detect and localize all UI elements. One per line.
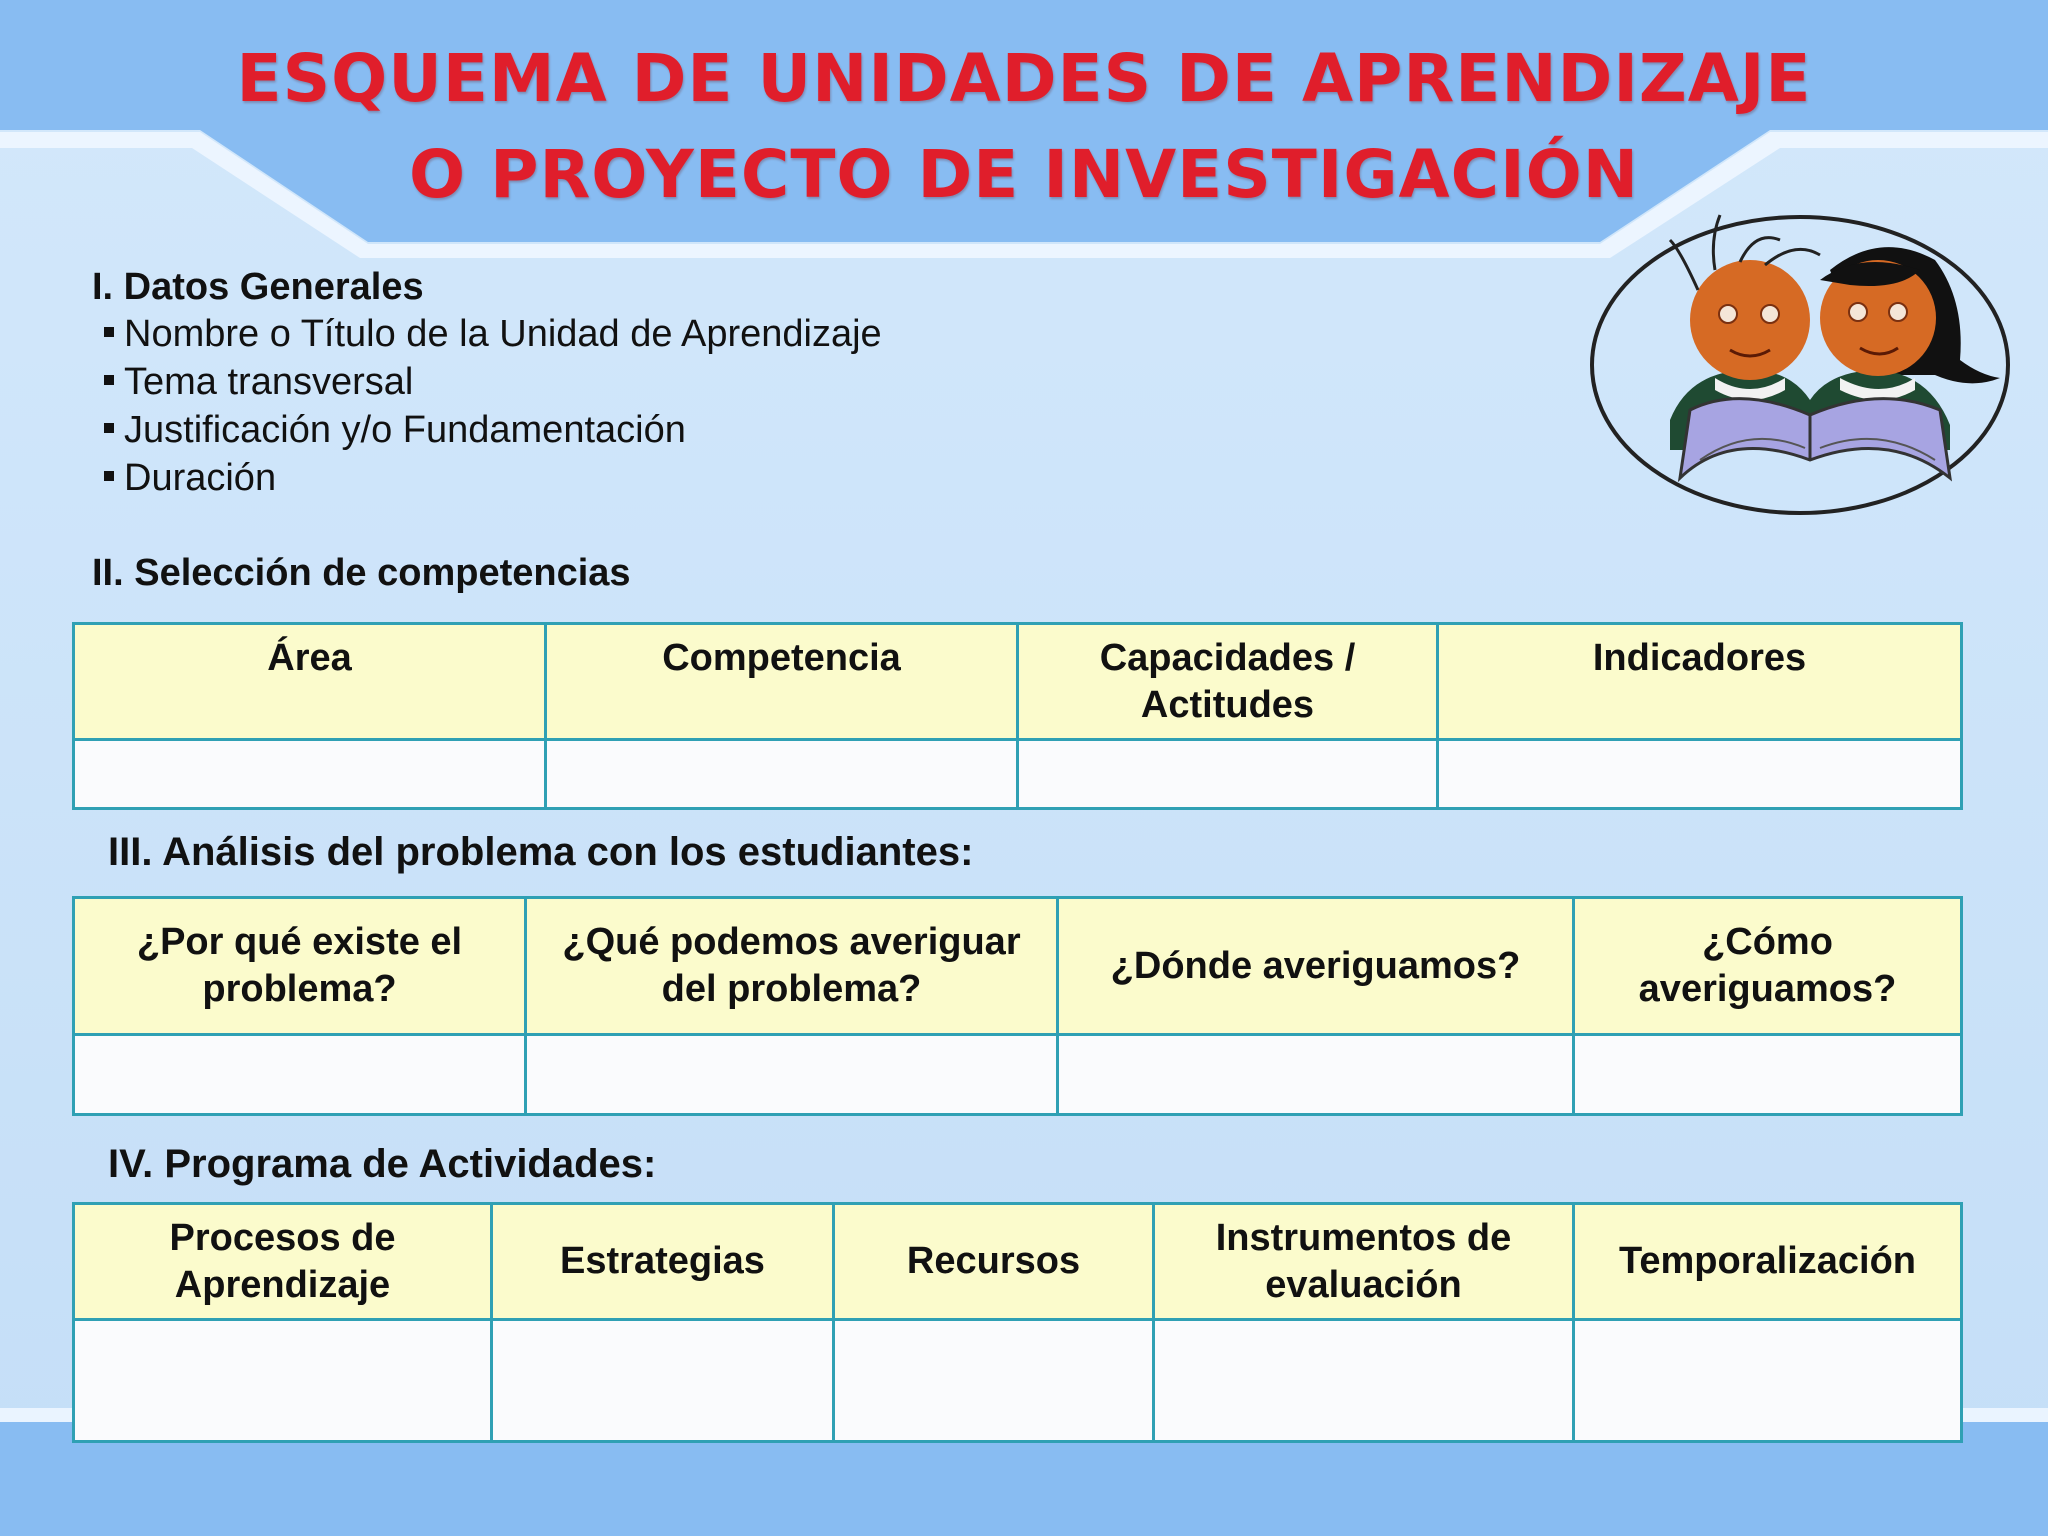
problem-analysis-table bbox=[72, 896, 1963, 1116]
column-header-recursos: Recursos bbox=[834, 1204, 1154, 1320]
bullet-square-icon bbox=[104, 375, 114, 385]
column-header-area: Área bbox=[74, 624, 546, 740]
column-header-capacidades: Capacidades / Actitudes bbox=[1018, 624, 1438, 740]
column-header-donde: ¿Dónde averiguamos? bbox=[1058, 898, 1574, 1035]
table-cell[interactable] bbox=[492, 1320, 834, 1442]
column-header-como: ¿Cómo averiguamos? bbox=[1574, 898, 1962, 1035]
column-header-estrategias: Estrategias bbox=[492, 1204, 834, 1320]
students-reading-illustration bbox=[1580, 210, 2048, 520]
list-item: Justificación y/o Fundamentación bbox=[104, 406, 882, 454]
table-cell[interactable] bbox=[834, 1320, 1154, 1442]
column-header-indicadores: Indicadores bbox=[1438, 624, 1962, 740]
page-title-line-1: ESQUEMA DE UNIDADES DE APRENDIZAJE bbox=[236, 40, 1812, 117]
section-2-heading: II. Selección de competencias bbox=[92, 552, 631, 594]
page-title-line-2: O PROYECTO DE INVESTIGACIÓN bbox=[409, 136, 1639, 213]
column-header-que-podemos: ¿Qué podemos averiguar del problema? bbox=[526, 898, 1058, 1035]
column-header-procesos: Procesos de Aprendizaje bbox=[74, 1204, 492, 1320]
section-4-heading: IV. Programa de Actividades: bbox=[108, 1142, 657, 1186]
general-data-list bbox=[104, 310, 882, 502]
bullet-square-icon bbox=[104, 471, 114, 481]
list-item: Nombre o Título de la Unidad de Aprendizaje bbox=[104, 310, 882, 358]
column-header-temporalizacion: Temporalización bbox=[1574, 1204, 1962, 1320]
table-cell[interactable] bbox=[74, 1035, 526, 1115]
table-cell[interactable] bbox=[74, 740, 546, 809]
column-header-instrumentos: Instrumentos de evaluación bbox=[1154, 1204, 1574, 1320]
table-cell[interactable] bbox=[1438, 740, 1962, 809]
activities-program-table bbox=[72, 1202, 1963, 1443]
column-header-por-que: ¿Por qué existe el problema? bbox=[74, 898, 526, 1035]
table-cell[interactable] bbox=[1154, 1320, 1574, 1442]
bullet-square-icon bbox=[104, 327, 114, 337]
table-row bbox=[74, 1035, 1962, 1115]
table-cell[interactable] bbox=[74, 1320, 492, 1442]
table-cell[interactable] bbox=[1574, 1035, 1962, 1115]
table-cell[interactable] bbox=[526, 1035, 1058, 1115]
competencies-table bbox=[72, 622, 1963, 810]
section-1-heading: I. Datos Generales bbox=[92, 266, 424, 308]
table-row bbox=[74, 740, 1962, 809]
table-cell[interactable] bbox=[1018, 740, 1438, 809]
table-row bbox=[74, 1320, 1962, 1442]
table-cell[interactable] bbox=[546, 740, 1018, 809]
table-cell[interactable] bbox=[1574, 1320, 1962, 1442]
table-cell[interactable] bbox=[1058, 1035, 1574, 1115]
list-item: Tema transversal bbox=[104, 358, 882, 406]
section-3-heading: III. Análisis del problema con los estudiantes: bbox=[108, 830, 974, 874]
list-item: Duración bbox=[104, 454, 882, 502]
two-students-reading-book-icon bbox=[1592, 215, 2008, 513]
column-header-competencia: Competencia bbox=[546, 624, 1018, 740]
bullet-square-icon bbox=[104, 423, 114, 433]
